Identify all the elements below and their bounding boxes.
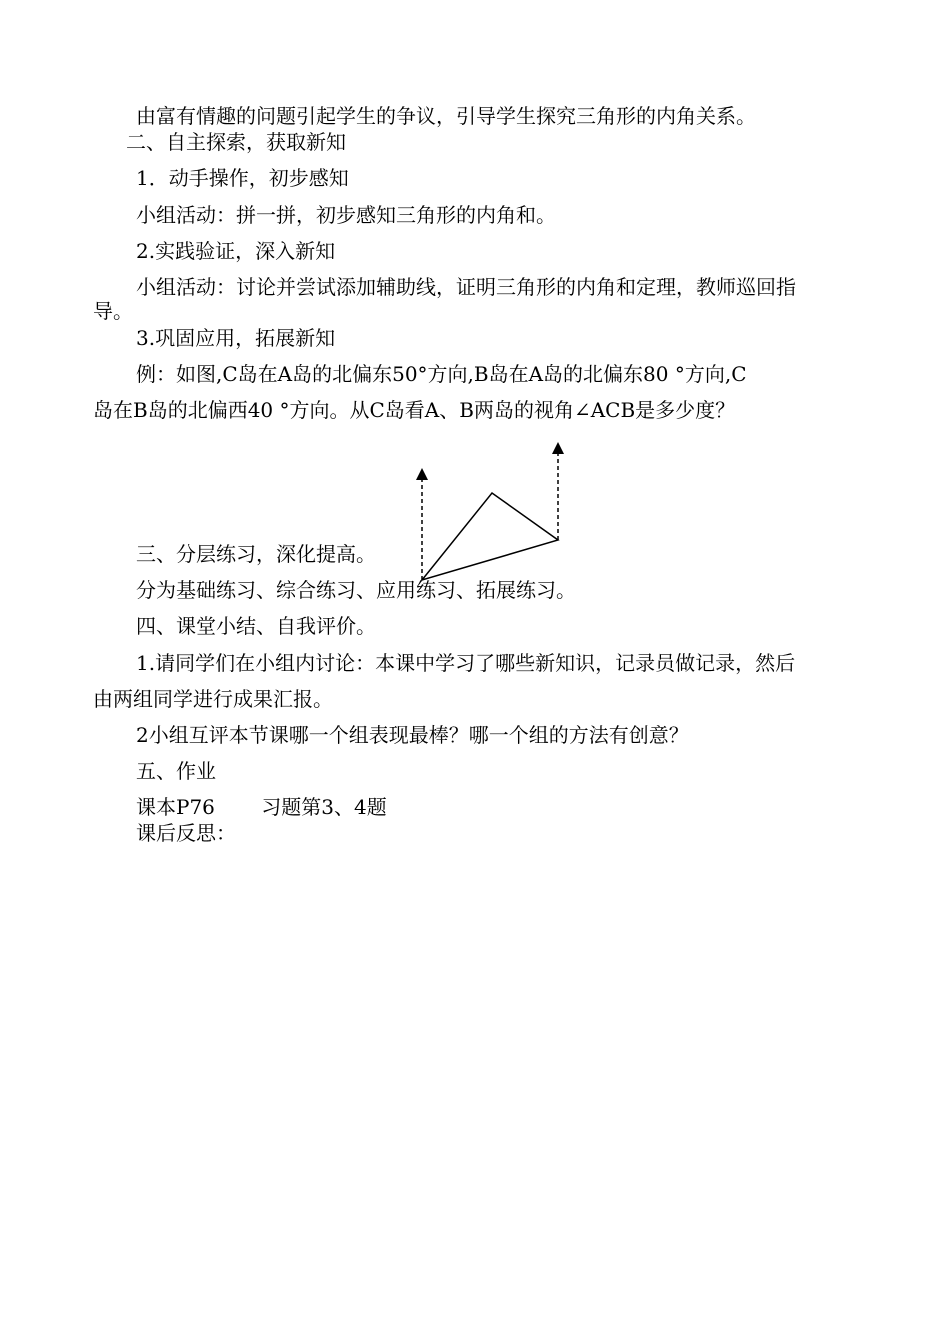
intro-paragraph: 由富有情趣的问题引起学生的争议，引导学生探究三角形的内角关系。 bbox=[136, 104, 756, 128]
section-heading-2: 二、自主探索，获取新知 bbox=[126, 130, 346, 154]
triangle-figure bbox=[400, 440, 580, 590]
section-heading-3: 三、分层练习，深化提高。 bbox=[136, 542, 376, 566]
activity-paragraph-2: 小组活动：讨论并尝试添加辅助线，证明三角形的内角和定理，教师巡回指 bbox=[136, 275, 796, 299]
section-heading-5: 五、作业 bbox=[136, 759, 216, 783]
example-problem-line-1: 例：如图,C岛在A岛的北偏东50°方向,B岛在A岛的北偏东80 °方向,C bbox=[136, 362, 747, 386]
subheading-2-1: 1．动手操作，初步感知 bbox=[136, 166, 349, 190]
exercise-paragraph: 分为基础练习、综合练习、应用练习、拓展练习。 bbox=[136, 578, 576, 602]
subheading-2-2: 2.实践验证，深入新知 bbox=[136, 239, 336, 263]
peer-review-paragraph: 2小组互评本节课哪一个组表现最棒？哪一个组的方法有创意？ bbox=[136, 723, 689, 747]
subheading-2-3: 3.巩固应用，拓展新知 bbox=[136, 326, 336, 350]
activity-paragraph-2-cont: 导。 bbox=[93, 299, 133, 323]
summary-paragraph-line-1: 1.请同学们在小组内讨论：本课中学习了哪些新知识，记录员做记录，然后 bbox=[136, 651, 796, 675]
example-problem-line-2: 岛在B岛的北偏西40 °方向。从C岛看A、B两岛的视角∠ACB是多少度？ bbox=[93, 398, 736, 422]
section-heading-4: 四、课堂小结、自我评价。 bbox=[136, 614, 376, 638]
triangle-abc bbox=[422, 493, 558, 580]
reflection-label: 课后反思： bbox=[136, 821, 236, 845]
activity-paragraph-1: 小组活动：拼一拼，初步感知三角形的内角和。 bbox=[136, 203, 556, 227]
homework-line: 课本P76 习题第3、4题 bbox=[136, 795, 387, 819]
summary-paragraph-line-2: 由两组同学进行成果汇报。 bbox=[93, 687, 333, 711]
